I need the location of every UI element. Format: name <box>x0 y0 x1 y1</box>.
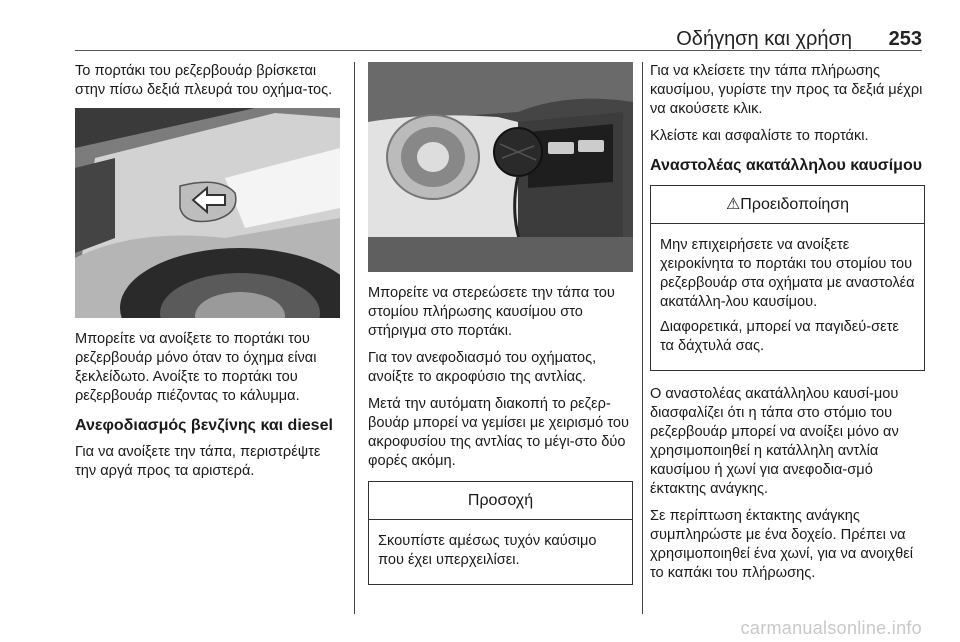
section-heading-refueling: Ανεφοδιασμός βενζίνης και diesel <box>75 417 333 434</box>
column-divider-1 <box>354 62 355 614</box>
open-cap-paragraph: Για να ανοίξετε την τάπα, περιστρέψτε την αργά προς τα αριστερά. <box>75 444 321 479</box>
warning-title: Προειδοποίηση <box>740 196 850 213</box>
column-divider-2 <box>642 62 643 614</box>
intro-paragraph: Το πορτάκι του ρεζερβουάρ βρίσκεται στην πίσω δεξιά πλευρά του οχήμα-τος. <box>75 63 333 98</box>
section-title: Οδήγηση και χρήση <box>676 28 852 50</box>
caution-text: Σκουπίστε αμέσως τυχόν καύσιμο που έχει υπερχειλίσει. <box>378 533 597 568</box>
section-heading-misfuel-inhibitor: Αναστολέας ακατάλληλου καυσίμου <box>650 157 923 174</box>
header-rule <box>75 50 922 51</box>
fix-cap-paragraph: Μπορείτε να στερεώσετε την τάπα του στομίου πλήρωσης καυσίμου στο στήριγμα στο πορτάκι. <box>368 285 615 339</box>
warning-header <box>651 186 924 224</box>
lock-door-paragraph: Κλείστε και ασφαλίστε το πορτάκι. <box>650 128 869 144</box>
column-3 <box>650 62 925 591</box>
emergency-paragraph: Σε περίπτωση έκτακτης ανάγκης συμπληρώστε με ένα δοχείο. Πρέπει να χρησιμοποιηθεί ένα χωνί, για να ανοιχθεί το καπάκι του πλήρωσης. <box>650 508 913 581</box>
caution-box <box>368 481 633 585</box>
fuel-cap-holder-illustration <box>368 62 633 272</box>
open-nozzle-paragraph: Για τον ανεφοδιασμό του οχήματος, ανοίξτε το ακροφύσιο της αντλίας. <box>368 350 597 385</box>
watermark: carmanualsonline.info <box>740 618 922 638</box>
column-2 <box>368 62 633 599</box>
warning-text-1: Μην επιχειρήσετε να ανοίξετε χειροκίνητα το πορτάκι του στομίου του ρεζερβουάρ στα οχήματα με αναστολέα ακατάλλη-λου καυσίμου. <box>660 237 915 310</box>
warning-box <box>650 185 925 371</box>
caution-title: Προσοχή <box>369 482 632 520</box>
column-1 <box>75 62 340 489</box>
figure-caption-text: Μπορείτε να ανοίξετε το πορτάκι του ρεζερβουάρ μόνο όταν το όχημα είναι ξεκλείδωτο. Ανοίξτε το πορτάκι του ρεζερβουάρ πιέζοντας το κάλυμμα. <box>75 331 317 404</box>
warning-text-2: Διαφορετικά, μπορεί να παγιδεύ-σετε τα δάχτυλά σας. <box>660 319 899 354</box>
page-number: 253 <box>888 28 922 50</box>
inhibitor-description-paragraph: Ο αναστολέας ακατάλληλου καυσί-μου διασφαλίζει ότι η τάπα στο στόμιο του ρεζερβουάρ μπορεί να ανοίξει μόνο αν χρησιμοποιηθεί η κατάλληλη αντλία καυσίμου ή χωνί για ανεφοδια-σμό έκτακτης ανάγκης. <box>650 386 899 497</box>
page-header <box>0 0 960 54</box>
auto-cutoff-paragraph: Μετά την αυτόματη διακοπή το ρεζερ-βουάρ μπορεί να γεμίσει με χειρισμό του ακροφυσίου της αντλίας το μέγι-στο δύο φορές ακόμη. <box>368 396 629 469</box>
close-cap-paragraph: Για να κλείσετε την τάπα πλήρωσης καυσίμου, γυρίστε την προς τα δεξιά μέχρι να ακούσετε κλικ. <box>650 63 923 117</box>
car-rear-fuel-door-illustration <box>75 108 340 318</box>
warning-icon: ⚠ <box>725 196 741 213</box>
